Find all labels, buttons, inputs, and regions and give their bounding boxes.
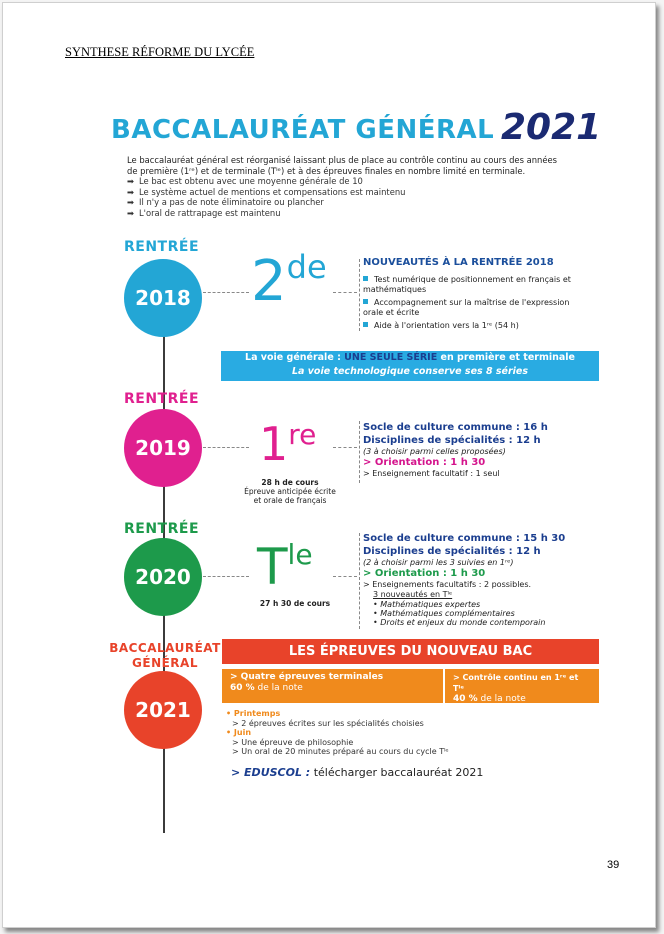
terminale-details: Socle de culture commune : 15 h 30 Disciplines de spécialités : 12 h (2 à choisir parmi les 3 suivies en 1ʳᵉ) > Orientation : 1 h 30 > Enseignements facultatifs : 2 possibles. 3 nouveautés en Tˡᵉ • Mathématiques expertes • Mathématiques complémentaires • Droits et enjeux du monde contemporain — [363, 533, 566, 627]
arrow-icon: ➡ — [127, 186, 135, 197]
intro-line-2: de première (1ʳᵉ) et de terminale (Tˡᵉ) et à des épreuves finales en nombre limité en terminale. — [127, 165, 526, 176]
epreuves-band: LES ÉPREUVES DU NOUVEAU BAC — [222, 639, 599, 664]
intro-bullet: ➡ L'oral de rattrapage est maintenu — [127, 207, 281, 218]
page-number: 39 — [607, 859, 620, 871]
grade-terminale: Tle — [257, 538, 313, 596]
square-bullet-icon — [363, 299, 368, 304]
nouveautes-item: Aide à l'orientation vers la 1ʳᵉ (54 h) — [363, 321, 583, 331]
epreuves-terminales-box: > Quatre épreuves terminales 60 % de la note — [222, 669, 443, 703]
year-circle-2018: 2018 — [124, 259, 202, 337]
nouveautes-item: Test numérique de positionnement en français et mathématiques — [363, 275, 571, 294]
eduscol-link[interactable]: > EDUSCOL : télécharger baccalauréat 2021 — [231, 766, 484, 779]
square-bullet-icon — [363, 276, 368, 281]
arrow-icon: ➡ — [127, 176, 135, 186]
dashed-bracket — [359, 421, 360, 483]
intro-block — [127, 155, 597, 218]
main-title: BACCALAURÉAT GÉNÉRAL — [111, 115, 495, 145]
calendar-block: • Printemps > 2 épreuves écrites sur les spécialités choisies • Juin > Une épreuve de philosophie > Un oral de 20 minutes préparé au cours du cycle Tˡᵉ — [226, 709, 449, 756]
page-header-title: SYNTHESE RÉFORME DU LYCÉE — [65, 45, 255, 59]
dashed-connector — [203, 576, 249, 577]
square-bullet-icon — [363, 322, 368, 327]
dashed-bracket — [359, 533, 360, 629]
rentree-label-2018: RENTRÉE — [124, 239, 200, 255]
intro-bullet: ➡ Il n'y a pas de note éliminatoire ou plancher — [127, 197, 324, 207]
dashed-connector — [203, 292, 249, 293]
dashed-connector — [333, 447, 357, 448]
premiere-details: Socle de culture commune : 16 h Disciplines de spécialités : 12 h (3 à choisir parmi celles proposées) > Orientation : 1 h 30 > Enseignement facultatif : 1 seul — [363, 422, 548, 478]
dashed-bracket — [359, 259, 360, 331]
nouveautes-title: NOUVEAUTÉS À LA RENTRÉE 2018 — [363, 257, 554, 268]
year-circle-2020: 2020 — [124, 538, 202, 616]
grade-seconde: 2de — [251, 248, 327, 314]
bac-general-label: BACCALAURÉAT GÉNÉRAL — [109, 641, 221, 670]
intro-line-1: Le baccalauréat général est réorganisé laissant plus de place au contrôle continu au cours des années — [127, 155, 558, 165]
main-title-year: 2021 — [501, 107, 602, 148]
rentree-label-2019: RENTRÉE — [124, 391, 200, 407]
premiere-notes: 28 h de cours Épreuve anticipée écrite et orale de français — [244, 478, 336, 505]
document-page — [2, 2, 656, 928]
intro-bullet: ➡ Le bac est obtenu avec une moyenne générale de 10 — [127, 176, 363, 186]
year-circle-2021: 2021 — [124, 671, 202, 749]
controle-continu-box: > Contrôle continu en 1ʳᵉ et Tˡᵉ 40 % de la note — [445, 669, 599, 703]
arrow-icon: ➡ — [127, 197, 135, 207]
voie-generale-band: La voie générale : UNE SEULE SÉRIE en première et terminale La voie technologique conserve ses 8 séries — [221, 351, 599, 381]
terminale-hours: 27 h 30 de cours — [259, 599, 331, 608]
dashed-connector — [333, 576, 357, 577]
nouveautes-item: Accompagnement sur la maîtrise de l'expression orale et écrite — [363, 298, 570, 317]
dashed-connector — [333, 292, 357, 293]
grade-premiere: 1re — [259, 417, 317, 471]
year-circle-2019: 2019 — [124, 409, 202, 487]
arrow-icon: ➡ — [127, 207, 135, 218]
dashed-connector — [203, 447, 249, 448]
rentree-label-2020: RENTRÉE — [124, 521, 200, 537]
intro-bullet: ➡ Le système actuel de mentions et compensations est maintenu — [127, 186, 406, 197]
